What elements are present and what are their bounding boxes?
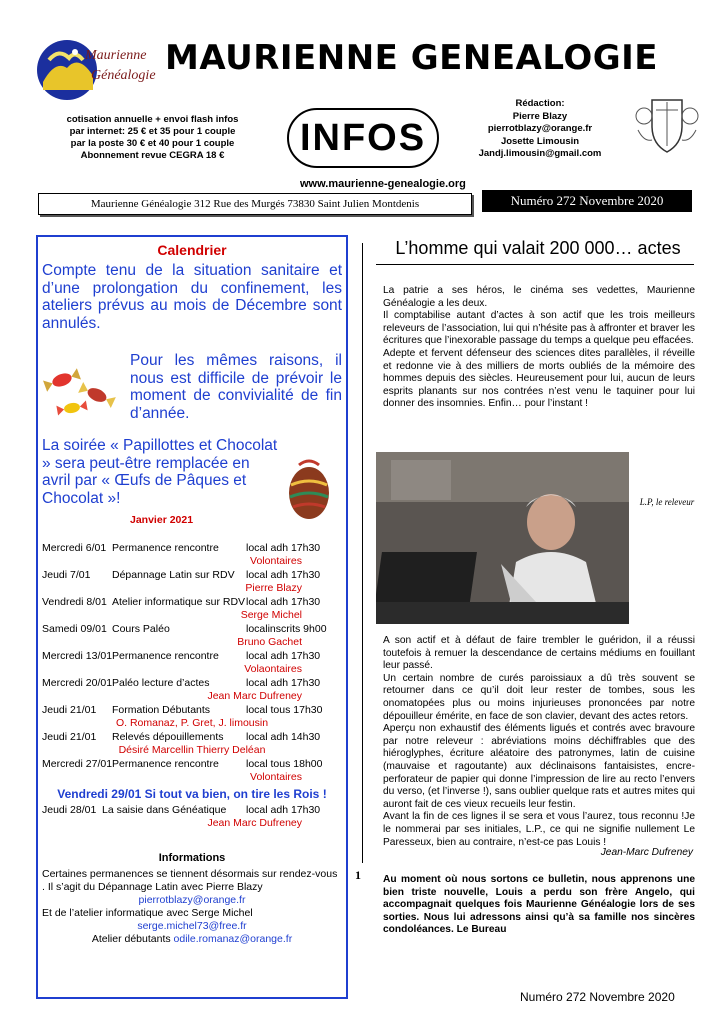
- month-heading: Janvier 2021: [130, 514, 194, 526]
- event-activity: Formation Débutants: [112, 704, 211, 716]
- event-day: Vendredi 8/01: [42, 596, 107, 608]
- article-paragraph: Avant la fin de ces lignes il se sera et vous l’aurez, tous reconnu !Je le nommerai par ses initiales, L.P., ce qui ne signifie nullement Le Paresseux, bien au contraire, n’est-ce pas Louis !: [383, 811, 695, 848]
- event-people: Volontaires: [250, 555, 302, 567]
- event-day: Samedi 09/01: [42, 623, 107, 635]
- event-activity: Permanence rencontre: [112, 650, 219, 662]
- editor-name: Josette Limousin: [500, 135, 580, 147]
- photo-man-at-computer: [376, 452, 629, 624]
- logo-text-maurienne: Maurienne: [85, 48, 147, 63]
- event-place: local tous 18h00: [246, 758, 323, 770]
- event-row: [42, 568, 342, 582]
- article-signature: Jean-Marc Dufreney: [600, 847, 693, 858]
- editor-email[interactable]: Jandj.limousin@gmail.com: [478, 148, 602, 159]
- article-paragraph: La patrie a ses héros, le cinéma ses vedettes, Maurienne Généalogie a les deux.: [383, 285, 695, 309]
- editor-name: Pierre Blazy: [512, 110, 568, 122]
- event-place: localinscrits 9h00: [246, 623, 327, 635]
- infos-badge: INFOS: [287, 108, 439, 168]
- article-title: L’homme qui valait 200 000… actes: [395, 238, 681, 258]
- event-people: Pierre Blazy: [245, 582, 302, 594]
- event-people: Volaontaires: [244, 663, 302, 675]
- calendar-paragraph: Pour les mêmes raisons, il nous est difficile de prévoir le moment de convivialité de fin d’année.: [130, 352, 342, 422]
- events-list: [42, 541, 342, 830]
- event-place: local adh 17h30: [246, 596, 321, 608]
- informations-section: [42, 852, 342, 946]
- event-place: local adh 14h30: [246, 731, 321, 743]
- condolences-notice: Au moment où nous sortons ce bulletin, nous apprenons une bien triste nouvelle, Louis a perdu son frère Angelo, qui accompagnait quelques fois Maurienne Généalogie lors de ses sorties. Nous lui adressons ainsi qu’à sa famille nos sincères condoléances. Le Bureau: [383, 874, 695, 936]
- email-link[interactable]: odile.romanaz@orange.fr: [173, 933, 293, 945]
- association-logo: [35, 30, 165, 110]
- article-paragraph: A son actif et à défaut de faire trembler le guéridon, il a réussi toutefois à remuer la descendance de certains médiums en fouillant leur passé.: [383, 635, 695, 672]
- event-day: Mercredi 6/01: [42, 542, 107, 554]
- event-people: Serge Michel: [240, 609, 302, 621]
- event-row: [42, 730, 342, 744]
- event-day: Mercredi 13/01: [42, 650, 113, 662]
- email-link[interactable]: pierrotblazy@orange.fr: [138, 894, 246, 906]
- event-row: [42, 622, 342, 636]
- redaction-label: Rédaction:: [515, 98, 565, 109]
- info-text: Certaines permanences se tiennent désormais sur rendez-vous . Il s’agit du Dépannage Latin avec Pierre Blazy: [42, 868, 338, 893]
- event-place: local adh 17h30: [246, 569, 321, 581]
- event-activity: La saisie dans Généatique: [102, 804, 227, 816]
- event-row: [42, 703, 342, 717]
- article-intro: [383, 285, 695, 411]
- event-place: local adh 17h30: [246, 804, 321, 816]
- article-paragraph: Adepte et fervent défenseur des sciences dites parallèles, il réveille et redonne vie à des milliers de morts oubliés de la mémoire des hommes depuis des siècles. Heureusement pour lui, aucun de leurs esprits planants sur nos contrées n’est venu le taquiner pour lui donner des insomnies. Enfin… pour l’instant !: [383, 347, 695, 410]
- event-place: local adh 17h30: [246, 650, 321, 662]
- calendar-paragraph: La soirée « Papillottes et Chocolat » sera peut-être remplacée en avril par « Œufs de Pâques et Chocolat »!: [42, 437, 278, 507]
- article-paragraph: Il comptabilise autant d’actes à son actif que les trois meilleurs releveurs de l’association, lui qui n’hésite pas à affronter et braver les écritures que l’inexorable passage du temps a quelque peu effacées.: [383, 310, 695, 347]
- highlight-event: Vendredi 29/01 Si tout va bien, on tire les Rois !: [57, 787, 327, 801]
- event-place: local adh 17h30: [246, 542, 321, 554]
- masthead-title: MAURIENNE GENEALOGIE: [165, 38, 659, 78]
- event-people: O. Romanaz, P. Gret, J. limousin: [115, 717, 269, 729]
- event-day: Mercredi 27/01: [42, 758, 113, 770]
- article-body: [383, 635, 695, 849]
- easter-egg-icon: [284, 455, 334, 525]
- event-people: Bruno Gachet: [237, 636, 302, 648]
- calendar-title: Calendrier: [157, 242, 227, 258]
- event-activity: Cours Paléo: [112, 623, 170, 635]
- postal-address: Maurienne Généalogie 312 Rue des Murgés 73830 Saint Julien Montdenis: [38, 193, 472, 215]
- page-number: 1: [355, 868, 361, 882]
- editor-email[interactable]: pierrotblazy@orange.fr: [487, 123, 593, 134]
- info-text: Atelier débutants: [91, 933, 171, 945]
- issue-number: Numéro 272 Novembre 2020: [482, 190, 692, 212]
- article-paragraph: Un certain nombre de curés paroissiaux a dû très souvent se retourner dans ce qu’il doit leur rester de tombes, sous les onomatopées plus ou moins injurieuses prononcées par notre dépouilleur émérite, en face de son clavier, devant des actes retors.: [383, 672, 695, 722]
- event-row: [42, 676, 342, 690]
- event-people: Désiré Marcellin Thierry Deléan: [118, 744, 266, 756]
- column-divider: [362, 243, 363, 863]
- event-activity: Relevés dépouillements: [112, 731, 224, 743]
- event-activity: Permanence rencontre: [112, 542, 219, 554]
- event-day: Mercredi 20/01: [42, 677, 113, 689]
- event-day: Jeudi 21/01: [42, 731, 97, 743]
- event-people: Volontaires: [250, 771, 302, 783]
- event-place: local tous 17h30: [246, 704, 323, 716]
- logo-text-genealogie: Généalogie: [91, 68, 156, 83]
- event-place: local adh 17h30: [246, 677, 321, 689]
- photo-caption: L.P, le releveur: [639, 497, 695, 507]
- event-row: [42, 541, 342, 555]
- event-activity: Dépannage Latin sur RDV: [112, 569, 235, 581]
- event-day: Jeudi 21/01: [42, 704, 97, 716]
- event-people: Jean Marc Dufreney: [207, 817, 302, 829]
- article-paragraph: Aperçu non exhaustif des éléments ligués et contrés avec bravoure par notre releveur : abréviations moins déchiffrables que des hiéroglyphes, écriture aléatoire des patronymes, latin de cuisine (mauvaise et ragoutante) aux déclinaisons fantaisistes, encre-perforateur de papier qui donne l’impression de lire au recto l’envers du verso, (et l’inverse !), sans oublier quelque rats et autres mites qui auront fait de ces vieux recueils leur festin.: [383, 723, 695, 810]
- title-rule: [376, 264, 694, 265]
- event-activity: Paléo lecture d’actes: [112, 677, 210, 689]
- event-row: [42, 757, 342, 771]
- event-row: [42, 595, 342, 609]
- website-link[interactable]: www.maurienne-genealogie.org: [300, 178, 466, 190]
- papillotte-candy-icon: [42, 360, 127, 420]
- email-link[interactable]: serge.michel73@free.fr: [137, 920, 247, 932]
- event-activity: Atelier informatique sur RDV: [112, 596, 246, 608]
- coat-of-arms-icon: [582, 96, 710, 158]
- calendar-paragraph: Compte tenu de la situation sanitaire et d’une prolongation du confinement, les ateliers prévus au mois de Décembre sont annulés.: [42, 262, 342, 332]
- footer-issue: Numéro 272 Novembre 2020: [520, 990, 675, 1004]
- informations-title: Informations: [158, 852, 226, 864]
- event-row: [42, 803, 342, 817]
- event-people: Jean Marc Dufreney: [207, 690, 302, 702]
- event-day: Jeudi 28/01: [42, 804, 97, 816]
- info-text: Et de l’atelier informatique avec Serge Michel: [42, 907, 253, 919]
- event-day: Jeudi 7/01: [42, 569, 91, 581]
- membership-fees: [45, 114, 260, 162]
- fee-line: cotisation annuelle + envoi flash infos: [66, 114, 239, 125]
- event-activity: Permanence rencontre: [112, 758, 219, 770]
- fee-line: Abonnement revue CEGRA 18 €: [80, 150, 225, 161]
- fee-line: par la poste 30 € et 40 pour 1 couple: [70, 138, 235, 149]
- fee-line: par internet: 25 € et 35 pour 1 couple: [69, 126, 236, 137]
- event-row: [42, 649, 342, 663]
